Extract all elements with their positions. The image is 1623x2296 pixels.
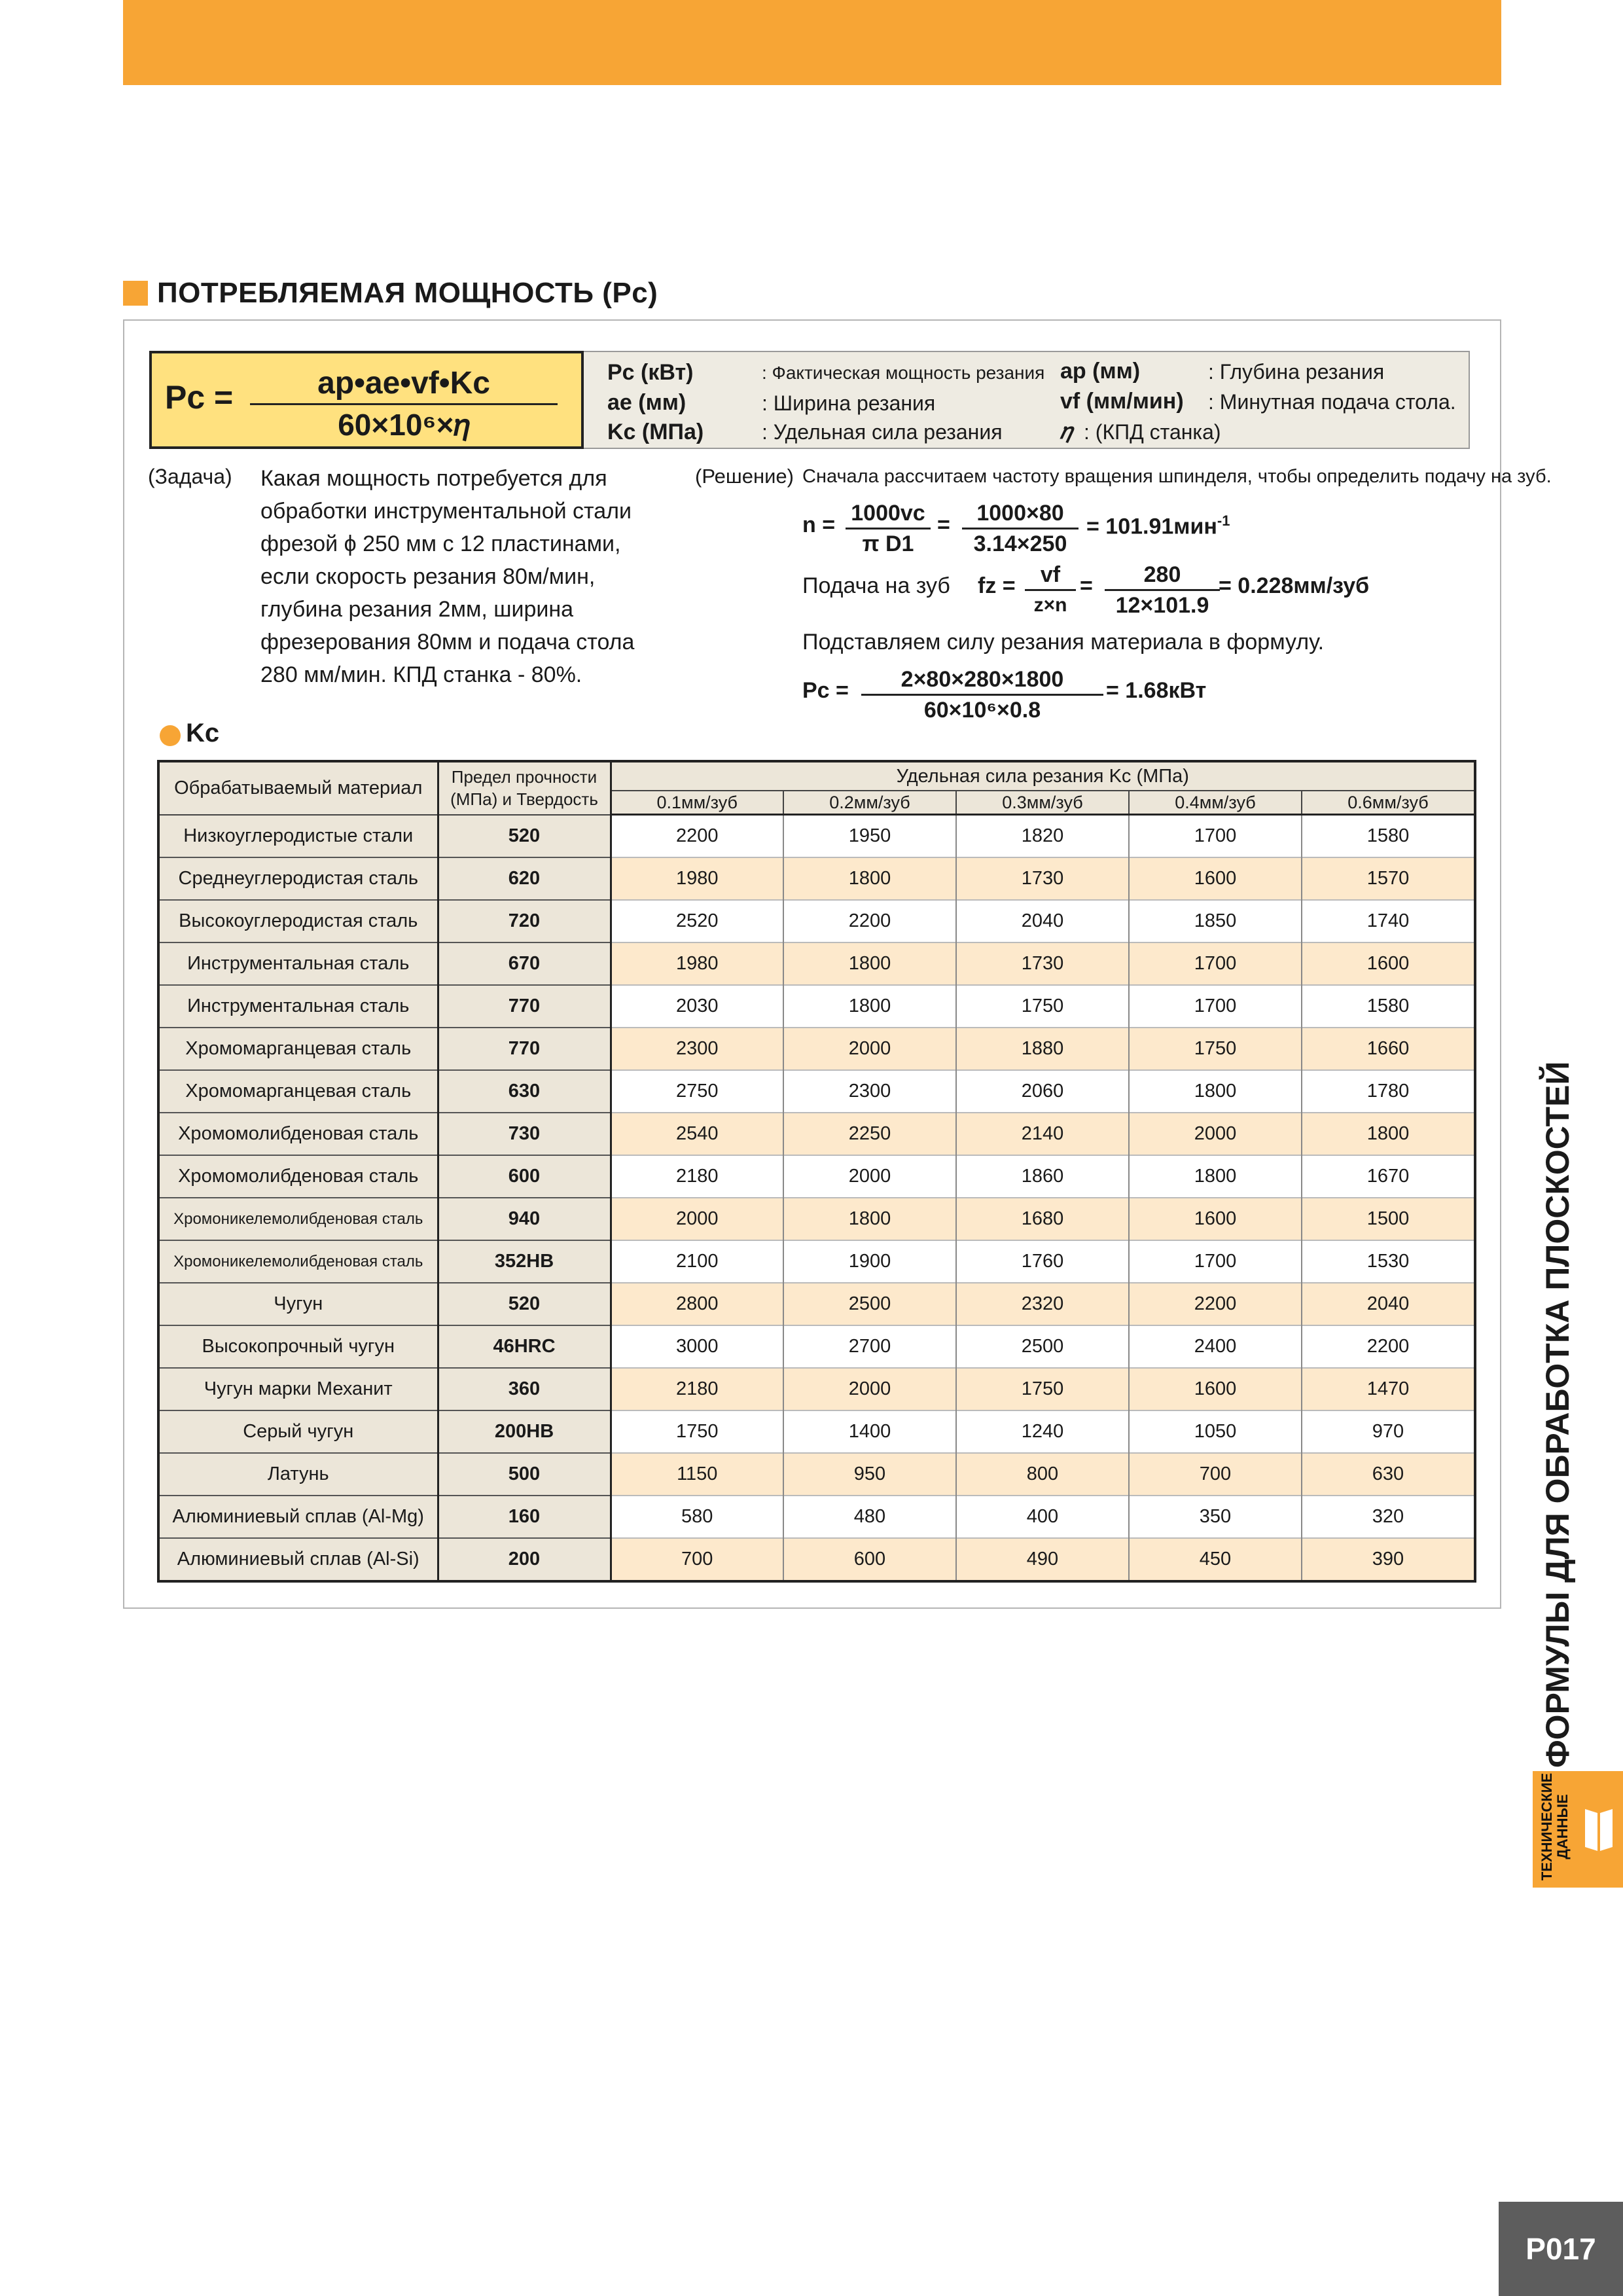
kc-value-cell: 2800: [611, 1283, 783, 1325]
badge-text: [1539, 1772, 1575, 1881]
kc-value-cell: 1800: [1129, 1070, 1302, 1113]
legend-desc: : Удельная сила резания: [762, 420, 1003, 444]
kc-value-cell: 2520: [611, 900, 783, 942]
material-cell: Хромоникелемолибденовая сталь: [158, 1240, 438, 1283]
kc-value-cell: 2200: [783, 900, 956, 942]
table-row: [158, 1155, 1475, 1198]
strength-cell: 770: [438, 985, 611, 1028]
kc-value-cell: 1700: [1129, 985, 1302, 1028]
kc-value-cell: 1750: [1129, 1028, 1302, 1070]
task-line: 280 мм/мин. КПД станка - 80%.: [260, 662, 582, 687]
material-cell: Алюминиевый сплав (Al-Si): [158, 1538, 438, 1581]
kc-value-cell: 1240: [956, 1410, 1129, 1453]
material-cell: Высокопрочный чугун: [158, 1325, 438, 1368]
fz-result: = 0.228мм/зуб: [1219, 573, 1370, 598]
kc-value-cell: 1500: [1302, 1198, 1475, 1240]
kc-value-cell: 1760: [956, 1240, 1129, 1283]
kc-value-cell: 2300: [611, 1028, 783, 1070]
kc-value-cell: 2500: [783, 1283, 956, 1325]
kc-value-cell: 950: [783, 1453, 956, 1496]
material-cell: Чугун марки Механит: [158, 1368, 438, 1410]
task-label: (Задача): [148, 465, 232, 488]
technical-data-badge: [1533, 1771, 1623, 1888]
material-cell: Инструментальная сталь: [158, 985, 438, 1028]
table-row: [158, 1240, 1475, 1283]
strength-cell: 770: [438, 1028, 611, 1070]
kc-value-cell: 490: [956, 1538, 1129, 1581]
kc-value-cell: 1980: [611, 857, 783, 900]
equals-sign: =: [937, 512, 950, 537]
col-strength-line: (МПа) и Твердость: [450, 789, 598, 810]
kc-value-cell: 1730: [956, 942, 1129, 985]
col-strength-line: Предел прочности: [451, 767, 597, 787]
kc-value-cell: 2040: [1302, 1283, 1475, 1325]
task-line: Какая мощность потребуется для: [260, 466, 607, 491]
strength-cell: 500: [438, 1453, 611, 1496]
kc-value-cell: 1660: [1302, 1028, 1475, 1070]
pc-lhs: Pc =: [802, 678, 849, 703]
kc-value-cell: 1800: [783, 942, 956, 985]
kc-value-cell: 1900: [783, 1240, 956, 1283]
kc-value-cell: 2300: [783, 1070, 956, 1113]
table-row: [158, 1070, 1475, 1113]
strength-cell: 360: [438, 1368, 611, 1410]
material-cell: Низкоуглеродистые стали: [158, 815, 438, 858]
table-row: [158, 1028, 1475, 1070]
top-accent-bar: [123, 0, 1501, 85]
strength-cell: 940: [438, 1198, 611, 1240]
side-title: ФОРМУЛЫ ДЛЯ ОБРАБОТКА ПЛОСКОСТЕЙ: [1539, 1061, 1576, 1768]
kc-value-cell: 1530: [1302, 1240, 1475, 1283]
fz-f1-den: z×n: [1033, 594, 1067, 616]
kc-value-cell: 1470: [1302, 1368, 1475, 1410]
fz-lhs: fz =: [978, 573, 1016, 598]
kc-value-cell: 2500: [956, 1325, 1129, 1368]
pc-result: = 1.68кВт: [1106, 678, 1207, 703]
legend-desc: : Глубина резания: [1208, 360, 1385, 384]
section-square-icon: [123, 281, 148, 306]
kc-value-cell: 1740: [1302, 900, 1475, 942]
task-line: глубина резания 2мм, ширина: [260, 597, 574, 622]
kc-value-cell: 2060: [956, 1070, 1129, 1113]
substitute-text: Подставляем силу резания материала в формулу.: [802, 630, 1325, 655]
strength-cell: 630: [438, 1070, 611, 1113]
n-f2-den: 3.14×250: [973, 531, 1067, 556]
strength-cell: 670: [438, 942, 611, 985]
fraction-line: [846, 528, 931, 529]
strength-cell: 352HB: [438, 1240, 611, 1283]
pc-fraction: [861, 666, 1103, 723]
book-icon: [1584, 1805, 1614, 1854]
n-f1-num: 1000vc: [851, 501, 925, 526]
material-cell: Чугун: [158, 1283, 438, 1325]
material-cell: Высокоуглеродистая сталь: [158, 900, 438, 942]
kc-value-cell: 2000: [783, 1155, 956, 1198]
kc-value-cell: 1950: [783, 815, 956, 858]
kc-value-cell: 390: [1302, 1538, 1475, 1581]
kc-value-cell: 580: [611, 1496, 783, 1538]
legend-desc: : Ширина резания: [762, 391, 936, 415]
kc-value-cell: 1400: [783, 1410, 956, 1453]
formula-numerator: ap•ae•vf•Kc: [317, 366, 490, 401]
kc-value-cell: 1800: [1129, 1155, 1302, 1198]
col-kc-header: Удельная сила резания Kc (МПа): [611, 761, 1475, 791]
material-cell: Хромомолибденовая сталь: [158, 1113, 438, 1155]
strength-cell: 730: [438, 1113, 611, 1155]
kc-value-cell: 2200: [611, 815, 783, 858]
kc-value-cell: 600: [783, 1538, 956, 1581]
formula-fraction-line: [250, 403, 558, 405]
kc-value-cell: 2100: [611, 1240, 783, 1283]
legend-symbol: 𝜂: [1060, 419, 1072, 444]
fraction-line: [1105, 589, 1220, 591]
fz-f1-num: vf: [1040, 562, 1061, 587]
kc-value-cell: 1780: [1302, 1070, 1475, 1113]
kc-value-cell: 2030: [611, 985, 783, 1028]
kc-value-cell: 450: [1129, 1538, 1302, 1581]
kc-value-cell: 630: [1302, 1453, 1475, 1496]
strength-cell: 720: [438, 900, 611, 942]
material-cell: Хромоникелемолибденовая сталь: [158, 1198, 438, 1240]
kc-value-cell: 2000: [611, 1198, 783, 1240]
kc-value-cell: 700: [1129, 1453, 1302, 1496]
kc-value-cell: 1600: [1129, 1368, 1302, 1410]
kc-value-cell: 2320: [956, 1283, 1129, 1325]
kc-value-cell: 1600: [1302, 942, 1475, 985]
material-cell: Хромомарганцевая сталь: [158, 1070, 438, 1113]
feed-per-tooth-label: Подача на зуб: [802, 573, 950, 598]
strength-cell: 520: [438, 815, 611, 858]
legend-symbol: ap (мм): [1060, 359, 1141, 384]
table-row: [158, 1538, 1475, 1581]
table-row: [158, 1496, 1475, 1538]
kc-value-cell: 1750: [956, 985, 1129, 1028]
kc-value-cell: 2000: [1129, 1113, 1302, 1155]
kc-value-cell: 1800: [1302, 1113, 1475, 1155]
kc-value-cell: 970: [1302, 1410, 1475, 1453]
feed-header: 0.4мм/зуб: [1129, 791, 1302, 815]
formula-box: [149, 351, 584, 449]
table-row: [158, 1453, 1475, 1496]
kc-value-cell: 1580: [1302, 815, 1475, 858]
kc-value-cell: 1700: [1129, 1240, 1302, 1283]
material-cell: Алюминиевый сплав (Al-Mg): [158, 1496, 438, 1538]
kc-value-cell: 1150: [611, 1453, 783, 1496]
kc-value-cell: 2000: [783, 1028, 956, 1070]
kc-value-cell: 2200: [1302, 1325, 1475, 1368]
task-text: [260, 462, 679, 691]
task-line: если скорость резания 80м/мин,: [260, 564, 596, 589]
legend-symbol: ae (мм): [607, 390, 687, 415]
table-row: [158, 857, 1475, 900]
legend-symbol: Pc (кВт): [607, 360, 694, 385]
material-cell: Хромомолибденовая сталь: [158, 1155, 438, 1198]
kc-value-cell: 2250: [783, 1113, 956, 1155]
strength-cell: 600: [438, 1155, 611, 1198]
kc-value-cell: 2750: [611, 1070, 783, 1113]
kc-value-cell: 1670: [1302, 1155, 1475, 1198]
section-title-text: ПОТРЕБЛЯЕМАЯ МОЩНОСТЬ (Pc): [157, 277, 658, 309]
formula-lhs: Pc =: [165, 379, 234, 416]
strength-cell: 160: [438, 1496, 611, 1538]
legend-desc: : (КПД станка): [1084, 420, 1221, 444]
pc-num: 2×80×280×1800: [901, 667, 1064, 692]
kc-value-cell: 1600: [1129, 857, 1302, 900]
side-tab: [1531, 1061, 1584, 1768]
n-fraction-2: [962, 500, 1079, 557]
kc-value-cell: 2180: [611, 1368, 783, 1410]
legend-desc: : Фактическая мощность резания: [762, 363, 1045, 383]
kc-value-cell: 350: [1129, 1496, 1302, 1538]
table-row: [158, 1325, 1475, 1368]
kc-value-cell: 1700: [1129, 815, 1302, 858]
strength-cell: 200HB: [438, 1410, 611, 1453]
table-row: [158, 900, 1475, 942]
fraction-line: [1025, 589, 1076, 591]
kc-value-cell: 1820: [956, 815, 1129, 858]
solution-intro: Сначала рассчитаем частоту вращения шпинделя, чтобы определить подачу на зуб.: [802, 466, 1552, 487]
feed-header: 0.2мм/зуб: [783, 791, 956, 815]
feed-header: 0.6мм/зуб: [1302, 791, 1475, 815]
solution-label: (Решение): [695, 465, 794, 488]
n-result: [1086, 512, 1230, 539]
table-row: [158, 942, 1475, 985]
col-strength-header: [438, 761, 611, 815]
kc-value-cell: 1980: [611, 942, 783, 985]
fraction-line: [962, 528, 1079, 529]
pc-den: 60×10⁶×0.8: [923, 698, 1041, 723]
fz-f2-den: 12×101.9: [1115, 593, 1209, 618]
legend-symbol: vf (мм/мин): [1060, 389, 1184, 414]
badge-line: ТЕХНИЧЕСКИЕ: [1539, 1772, 1555, 1881]
kc-value-cell: 1860: [956, 1155, 1129, 1198]
kc-value-cell: 2040: [956, 900, 1129, 942]
table-row: [158, 1368, 1475, 1410]
kc-value-cell: 1730: [956, 857, 1129, 900]
kc-value-cell: 1700: [1129, 942, 1302, 985]
badge-line: ДАННЫЕ: [1554, 1794, 1571, 1859]
kc-value-cell: 400: [956, 1496, 1129, 1538]
kc-value-cell: 1800: [783, 1198, 956, 1240]
material-cell: Хромомарганцевая сталь: [158, 1028, 438, 1070]
kc-value-cell: 800: [956, 1453, 1129, 1496]
strength-cell: 520: [438, 1283, 611, 1325]
kc-value-cell: 480: [783, 1496, 956, 1538]
material-cell: Среднеуглеродистая сталь: [158, 857, 438, 900]
table-row: [158, 1113, 1475, 1155]
kc-table: [157, 760, 1476, 1583]
task-line: фрезерования 80мм и подача стола: [260, 630, 635, 655]
kc-value-cell: 2140: [956, 1113, 1129, 1155]
legend-symbol: Kc (МПа): [607, 420, 704, 444]
strength-cell: 46HRC: [438, 1325, 611, 1368]
kc-value-cell: 1800: [783, 985, 956, 1028]
kc-value-cell: 700: [611, 1538, 783, 1581]
kc-table-body: [158, 815, 1475, 1582]
fz-fraction-1: [1025, 562, 1076, 619]
table-row: [158, 1198, 1475, 1240]
kc-value-cell: 1600: [1129, 1198, 1302, 1240]
n-fraction-1: [846, 500, 931, 557]
page-number: P017: [1499, 2202, 1623, 2296]
equals-sign: =: [1080, 573, 1093, 598]
kc-bullet-icon: [160, 725, 181, 746]
kc-value-cell: 2000: [783, 1368, 956, 1410]
strength-cell: 620: [438, 857, 611, 900]
fraction-line: [861, 694, 1103, 696]
material-cell: Серый чугун: [158, 1410, 438, 1453]
kc-value-cell: 1880: [956, 1028, 1129, 1070]
kc-value-cell: 2180: [611, 1155, 783, 1198]
n-result-exponent: -1: [1217, 512, 1230, 529]
section-title: [123, 274, 658, 313]
material-cell: Инструментальная сталь: [158, 942, 438, 985]
task-line: фрезой ϕ 250 мм с 12 пластинами,: [260, 531, 621, 556]
table-row: [158, 985, 1475, 1028]
legend-box: [584, 351, 1470, 449]
material-cell: Латунь: [158, 1453, 438, 1496]
kc-value-cell: 3000: [611, 1325, 783, 1368]
kc-value-cell: 1850: [1129, 900, 1302, 942]
n-result-value: = 101.91мин: [1086, 514, 1217, 539]
legend-desc: : Минутная подача стола.: [1208, 390, 1456, 414]
kc-value-cell: 2400: [1129, 1325, 1302, 1368]
table-row: [158, 815, 1475, 858]
feed-header: 0.3мм/зуб: [956, 791, 1129, 815]
n-f2-num: 1000×80: [976, 501, 1064, 526]
kc-value-cell: 1570: [1302, 857, 1475, 900]
kc-value-cell: 2540: [611, 1113, 783, 1155]
strength-cell: 200: [438, 1538, 611, 1581]
kc-value-cell: 1680: [956, 1198, 1129, 1240]
col-material-header: Обрабатываемый материал: [158, 761, 438, 815]
kc-value-cell: 320: [1302, 1496, 1475, 1538]
table-row: [158, 1410, 1475, 1453]
formula-denominator: 60×10⁶×𝜂: [338, 408, 470, 442]
task-line: обработки инструментальной стали: [260, 499, 632, 524]
feed-header: 0.1мм/зуб: [611, 791, 783, 815]
kc-label: Kc: [186, 719, 220, 747]
kc-value-cell: 2200: [1129, 1283, 1302, 1325]
table-row: [158, 1283, 1475, 1325]
n-lhs: n =: [802, 512, 836, 537]
kc-value-cell: 1750: [956, 1368, 1129, 1410]
n-f1-den: π D1: [862, 531, 914, 556]
kc-value-cell: 1050: [1129, 1410, 1302, 1453]
kc-value-cell: 2700: [783, 1325, 956, 1368]
kc-value-cell: 1580: [1302, 985, 1475, 1028]
kc-value-cell: 1800: [783, 857, 956, 900]
fz-f2-num: 280: [1143, 562, 1181, 587]
kc-value-cell: 1750: [611, 1410, 783, 1453]
fz-fraction-2: [1105, 562, 1220, 619]
